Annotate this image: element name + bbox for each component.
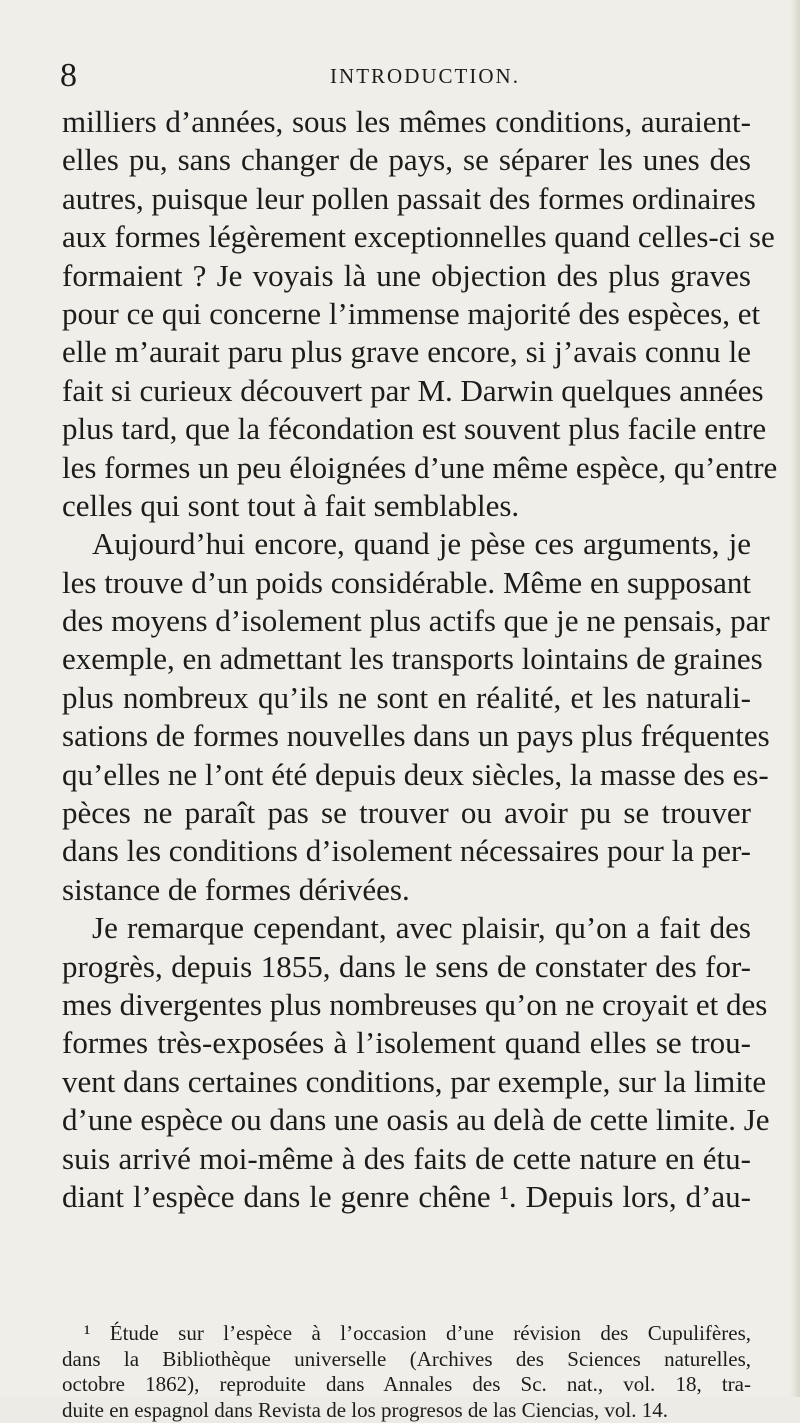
text-line: elle m’aurait paru plus grave encore, si j’avais connu le (62, 334, 751, 370)
text-line: exemple, en admettant les transports lointains de graines (62, 641, 763, 677)
text-line: suis arrivé moi-même à des faits de cette nature en étu- (62, 1140, 751, 1176)
text-line: qu’elles ne l’ont été depuis deux siècles, la masse des es- (62, 756, 769, 792)
text-line: plus nombreux qu’ils ne sont en réalité, et les naturali- (62, 679, 751, 715)
text-line: Aujourd’hui encore, quand je pèse ces arguments, je (92, 526, 751, 562)
text-line: plus tard, que la fécondation est souvent plus facile entre (62, 411, 767, 447)
text-line: milliers d’années, sous les mêmes conditions, auraient- (62, 104, 751, 139)
text-line: vent dans certaines conditions, par exemple, sur la limite (62, 1063, 767, 1099)
page-edge-shadow (790, 0, 800, 1397)
text-line: elles pu, sans changer de pays, se séparer les unes des (62, 142, 751, 178)
text-line: Je remarque cependant, avec plaisir, qu’on a fait des (92, 910, 751, 946)
footnote (62, 1321, 751, 1423)
text-line: celles qui sont tout à fait semblables. (62, 487, 520, 523)
text-line: aux formes légèrement exceptionnelles quand celles-ci se (62, 219, 775, 255)
footnote-line: duite en espagnol dans Revista de los progresos de las Ciencias, vol. 14. (62, 1397, 668, 1422)
text-line: pèces ne paraît pas se trouver ou avoir pu se trouver (62, 795, 751, 831)
text-line: les formes un peu éloignées d’une même espèce, qu’entre (62, 449, 778, 485)
footnote-line: octobre 1862), reproduite dans Annales des Sc. nat., vol. 18, tra- (62, 1372, 751, 1397)
text-line: diant l’espèce dans le genre chêne ¹. Depuis lors, d’au- (62, 1178, 751, 1214)
text-line: des moyens d’isolement plus actifs que je ne pensais, par (62, 603, 770, 639)
footnote-line: ¹ Étude sur l’espèce à l’occasion d’une révision des Cupulifères, (84, 1321, 751, 1345)
text-line: mes divergentes plus nombreuses qu’on ne croyait et des (62, 986, 768, 1022)
body-text (62, 103, 778, 1216)
text-line: les trouve d’un poids considérable. Même en supposant (62, 564, 751, 600)
running-title: INTRODUCTION. (330, 64, 520, 88)
text-line: formes très-exposées à l’isolement quand elles se trou- (62, 1025, 751, 1061)
page-header (60, 58, 760, 94)
text-line: pour ce qui concerne l’immense majorité des espèces, et (62, 295, 761, 331)
text-line: sations de formes nouvelles dans un pays plus fréquentes (62, 718, 770, 754)
text-line: sistance de formes dérivées. (62, 871, 410, 907)
text-line: progrès, depuis 1855, dans le sens de constater des for- (62, 948, 751, 984)
text-line: formaient ? Je voyais là une objection des plus graves (62, 257, 751, 293)
text-line: dans les conditions d’isolement nécessaires pour la per- (62, 833, 751, 869)
text-line: fait si curieux découvert par M. Darwin quelques années (62, 372, 764, 408)
page-number: 8 (60, 57, 77, 94)
text-line: d’une espèce ou dans une oasis au delà de cette limite. Je (62, 1102, 770, 1138)
text-line: autres, puisque leur pollen passait des formes ordinaires (62, 180, 756, 216)
footnote-line: dans la Bibliothèque universelle (Archives des Sciences naturelles, (62, 1346, 751, 1371)
